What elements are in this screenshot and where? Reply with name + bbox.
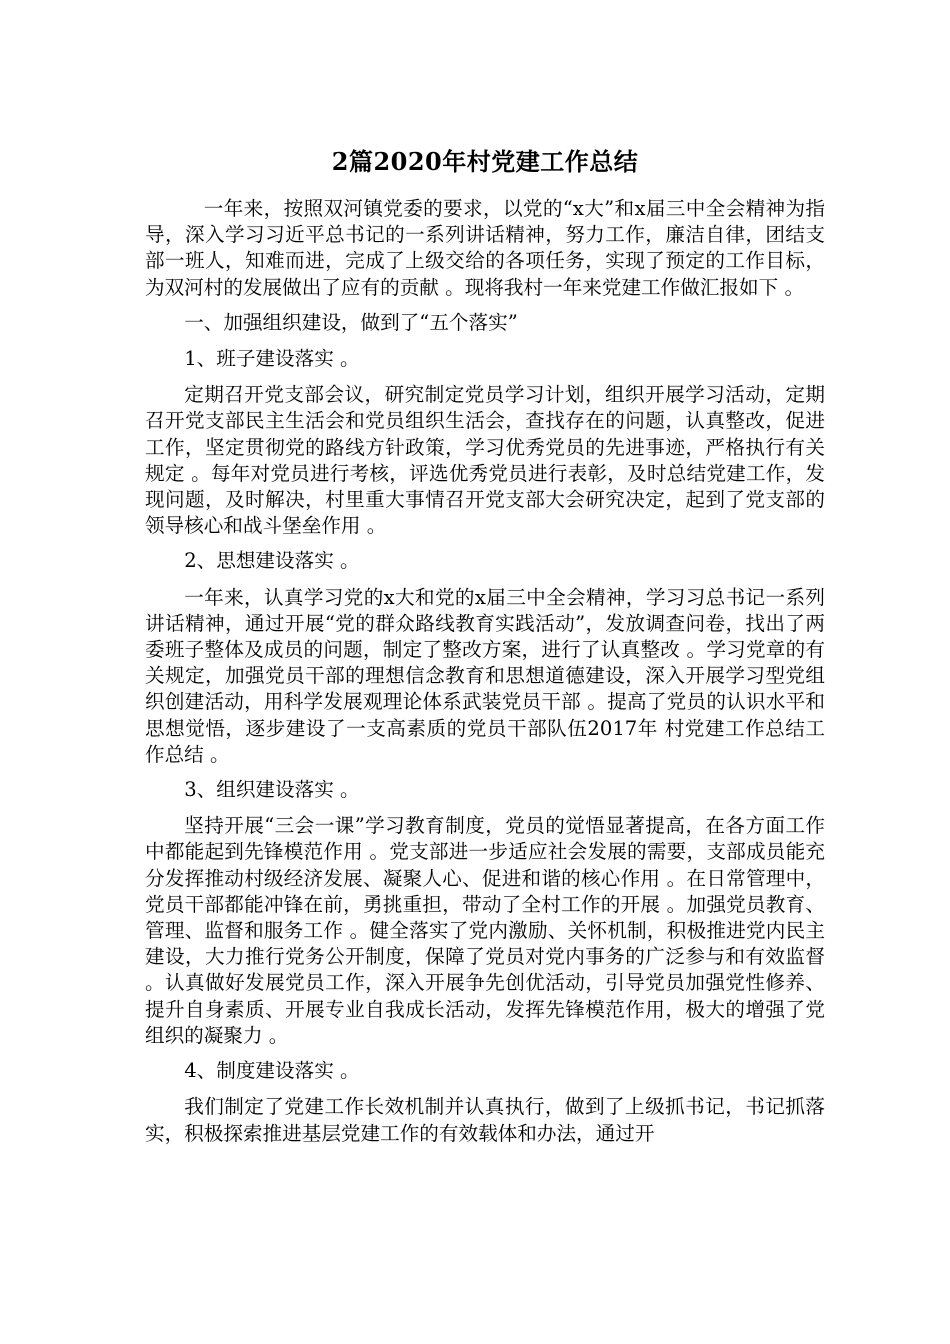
paragraph-leadership: 定期召开党支部会议，研究制定党员学习计划，组织开展学习活动，定期召开党支部民主生活会和党员组织生活会，查找存在的问题，认真整改，促进工作，坚定贯彻党的路线方针政策，学习优秀党员的先进事迹，严格执行有关规定 。每年对党员进行考核，评选优秀党员进行表彰，及时总结党建工作，发现问题，及时解决，村里重大事情召开党支部大会研究决定，起到了党支部的领导核心和战斗堡垒作用 。	[145, 383, 825, 538]
intro-paragraph: 一年来，按照双河镇党委的要求，以党的“x大”和x届三中全会精神为指导，深入学习习近平总书记的一系列讲话精神，努力工作，廉洁自律，团结支部一班人，知难而进，完成了上级交给的各项任务，实现了预定的工作目标，为双河村的发展做出了应有的贡献 。现将我村一年来党建工作做汇报如下 。	[145, 197, 825, 299]
subheading-system: 4、制度建设落实 。	[184, 1059, 360, 1083]
paragraph-system: 我们制定了党建工作长效机制并认真执行，做到了上级抓书记，书记抓落实，积极探索推进基层党建工作的有效载体和办法，通过开	[145, 1095, 825, 1145]
subheading-organization: 3、组织建设落实 。	[184, 778, 360, 802]
subheading-leadership: 1、班子建设落实 。	[184, 347, 360, 371]
section-heading-organization: 一、加强组织建设，做到了“五个落实”	[184, 310, 518, 334]
document-page	[145, 140, 825, 1156]
subheading-ideology: 2、思想建设落实 。	[184, 549, 360, 573]
paragraph-organization: 坚持开展“三会一课”学习教育制度，党员的觉悟显著提高，在各方面工作中都能起到先锋模范作用 。党支部进一步适应社会发展的需要，支部成员能充分发挥推动村级经济发展、凝聚人心、促进和谐的核心作用 。在日常管理中，党员干部都能冲锋在前，勇挑重担，带动了全村工作的开展 。加强党员教育、管理、监督和服务工作 。健全落实了党内激励、关怀机制，积极推进党内民主建设，大力推行党务公开制度，保障了党员对党内事务的广泛参与和有效监督 。认真做好发展党员工作，深入开展争先创优活动，引导党员加强党性修养、提升自身素质、开展专业自我成长活动，发挥先锋模范作用，极大的增强了党组织的凝聚力 。	[145, 814, 825, 1047]
paragraph-ideology: 一年来，认真学习党的x大和党的x届三中全会精神，学习习总书记一系列讲话精神，通过开展“党的群众路线教育实践活动”，发放调查问卷，找出了两委班子整体及成员的问题，制定了整改方案，进行了认真整改 。学习党章的有关规定，加强党员干部的理想信念教育和思想道德建设，深入开展学习型党组织创建活动，用科学发展观理论体系武装党员干部 。提高了党员的认识水平和思想觉悟，逐步建设了一支高素质的党员干部队伍2017年 村党建工作总结工作总结 。	[145, 585, 825, 766]
document-title: 2篇2020年村党建工作总结	[331, 147, 639, 176]
